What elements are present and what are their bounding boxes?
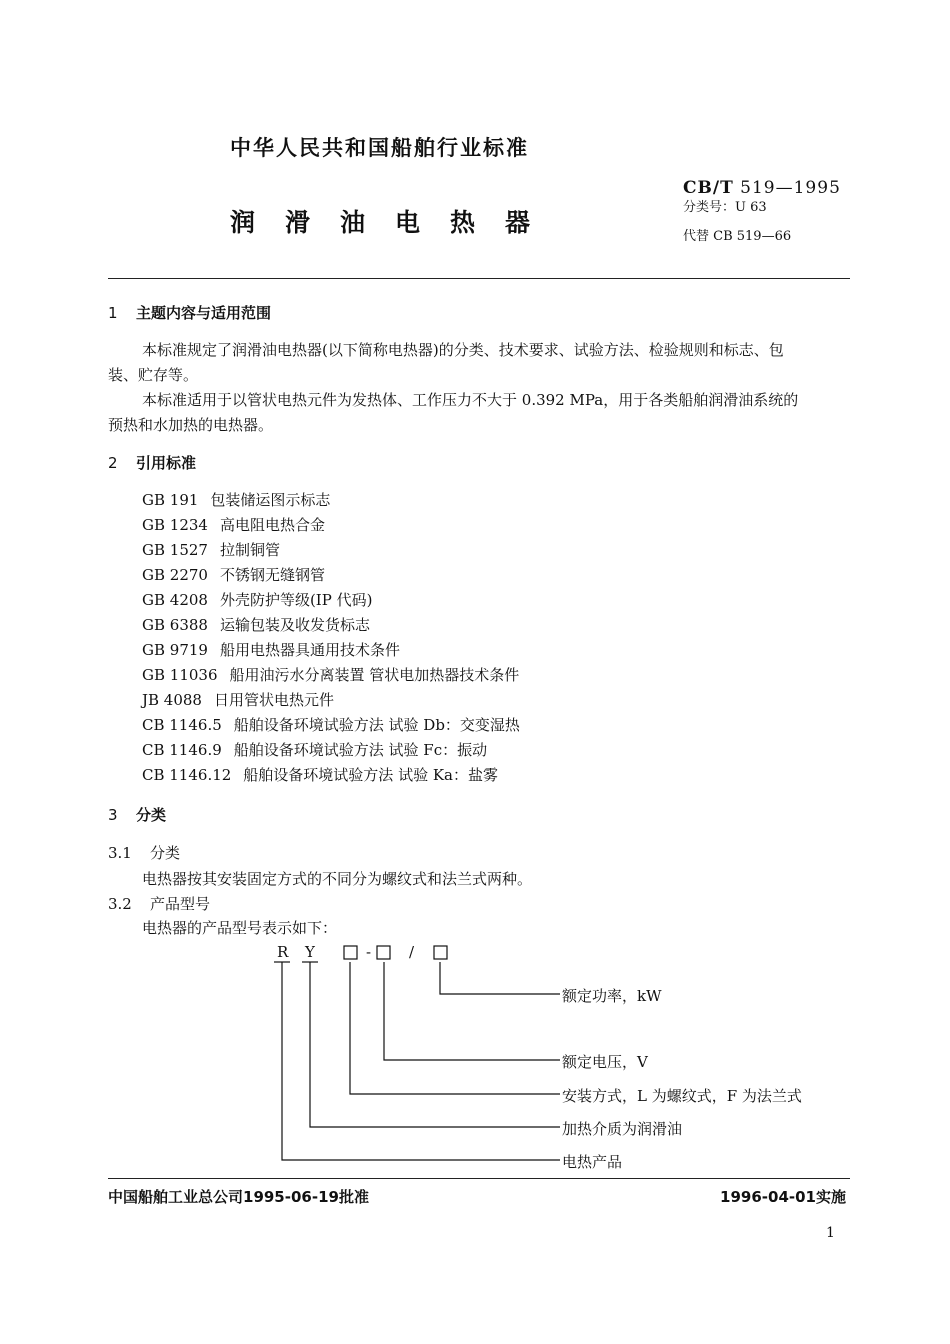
document-title: 润滑油电热器 bbox=[230, 208, 561, 237]
reference-title: 外壳防护等级(IP 代码) bbox=[219, 591, 373, 609]
leader-product bbox=[282, 962, 560, 1160]
reference-code: GB 11036 bbox=[142, 666, 218, 684]
reference-title: 船舶设备环境试验方法 试验 Fc：振动 bbox=[233, 741, 488, 759]
section-title: 分类 bbox=[136, 806, 167, 824]
section-1-para-2-line-2: 预热和水加热的电热器。 bbox=[108, 416, 274, 434]
model-slash: / bbox=[409, 943, 415, 961]
reference-code: GB 6388 bbox=[142, 616, 208, 634]
subsection-3-1-text: 电热器按其安装固定方式的不同分为螺纹式和法兰式两种。 bbox=[142, 870, 533, 888]
model-label-medium: 加热介质为润滑油 bbox=[562, 1120, 683, 1138]
section-1-para-2-line-1: 本标准适用于以管状电热元件为发热体、工作压力不大于 0.392 MPa，用于各类船舶润滑油系统的 bbox=[142, 391, 799, 409]
section-1-para-1-line-1: 本标准规定了润滑油电热器(以下简称电热器)的分类、技术要求、试验方法、检验规则和标志、包 bbox=[142, 341, 784, 359]
leader-medium bbox=[310, 962, 560, 1127]
model-label-power: 额定功率，kW bbox=[562, 987, 662, 1005]
reference-title: 船用油污水分离装置 管状电加热器技术条件 bbox=[229, 666, 520, 684]
reference-code: JB 4088 bbox=[142, 691, 202, 709]
reference-title: 船舶设备环境试验方法 试验 Db：交变湿热 bbox=[233, 716, 520, 734]
section-number: 3 bbox=[108, 806, 118, 824]
model-box-voltage bbox=[377, 946, 390, 959]
subsection-number: 3.1 bbox=[108, 844, 132, 862]
model-label-voltage: 额定电压，V bbox=[562, 1053, 648, 1071]
footer-rule bbox=[108, 1178, 850, 1179]
standard-number: 519—1995 bbox=[740, 178, 841, 198]
reference-title: 包装储运图示标志 bbox=[210, 491, 331, 509]
leader-mounting bbox=[350, 962, 560, 1094]
model-label-mounting: 安装方式，L 为螺纹式，F 为法兰式 bbox=[562, 1087, 802, 1105]
effective-date-note: 1996-04-01实施 bbox=[720, 1188, 846, 1206]
approval-note: 中国船舶工业总公司1995-06-19批准 bbox=[108, 1188, 369, 1206]
model-letter-y: Y bbox=[305, 943, 315, 961]
section-number: 1 bbox=[108, 304, 118, 322]
reference-title: 船用电热器具通用技术条件 bbox=[219, 641, 400, 659]
section-number: 2 bbox=[108, 454, 118, 472]
reference-title: 高电阻电热合金 bbox=[219, 516, 325, 534]
model-box-mounting bbox=[344, 946, 357, 959]
reference-code: GB 9719 bbox=[142, 641, 208, 659]
leader-power bbox=[440, 962, 560, 994]
reference-code: CB 1146.5 bbox=[142, 716, 222, 734]
subsection-title: 产品型号 bbox=[150, 895, 211, 913]
org-title: 中华人民共和国船舶行业标准 bbox=[230, 136, 529, 160]
reference-title: 日用管状电热元件 bbox=[213, 691, 334, 709]
reference-code: GB 4208 bbox=[142, 591, 208, 609]
leader-voltage bbox=[384, 962, 560, 1060]
model-dash: - bbox=[366, 943, 372, 961]
classification-number: 分类号：U 63 bbox=[683, 200, 767, 215]
model-label-product: 电热产品 bbox=[562, 1153, 623, 1171]
reference-title: 不锈钢无缝钢管 bbox=[219, 566, 325, 584]
reference-code: CB 1146.12 bbox=[142, 766, 232, 784]
replaces-note: 代替 CB 519—66 bbox=[683, 229, 792, 244]
standard-prefix: CB/T bbox=[683, 178, 734, 198]
reference-code: GB 1527 bbox=[142, 541, 208, 559]
section-title: 主题内容与适用范围 bbox=[136, 304, 272, 322]
section-title: 引用标准 bbox=[136, 454, 197, 472]
reference-title: 运输包装及收发货标志 bbox=[219, 616, 370, 634]
reference-code: GB 191 bbox=[142, 491, 199, 509]
reference-code: GB 2270 bbox=[142, 566, 208, 584]
reference-title: 拉制铜管 bbox=[219, 541, 280, 559]
section-1-para-1-line-2: 装、贮存等。 bbox=[108, 366, 199, 384]
page-number: 1 bbox=[826, 1225, 835, 1241]
reference-title: 船舶设备环境试验方法 试验 Ka：盐雾 bbox=[243, 766, 498, 784]
reference-code: CB 1146.9 bbox=[142, 741, 222, 759]
subsection-title: 分类 bbox=[150, 844, 181, 862]
model-box-power bbox=[434, 946, 447, 959]
reference-code: GB 1234 bbox=[142, 516, 208, 534]
model-letter-r: R bbox=[277, 943, 289, 961]
subsection-number: 3.2 bbox=[108, 895, 132, 913]
subsection-3-2-text: 电热器的产品型号表示如下： bbox=[142, 919, 338, 937]
